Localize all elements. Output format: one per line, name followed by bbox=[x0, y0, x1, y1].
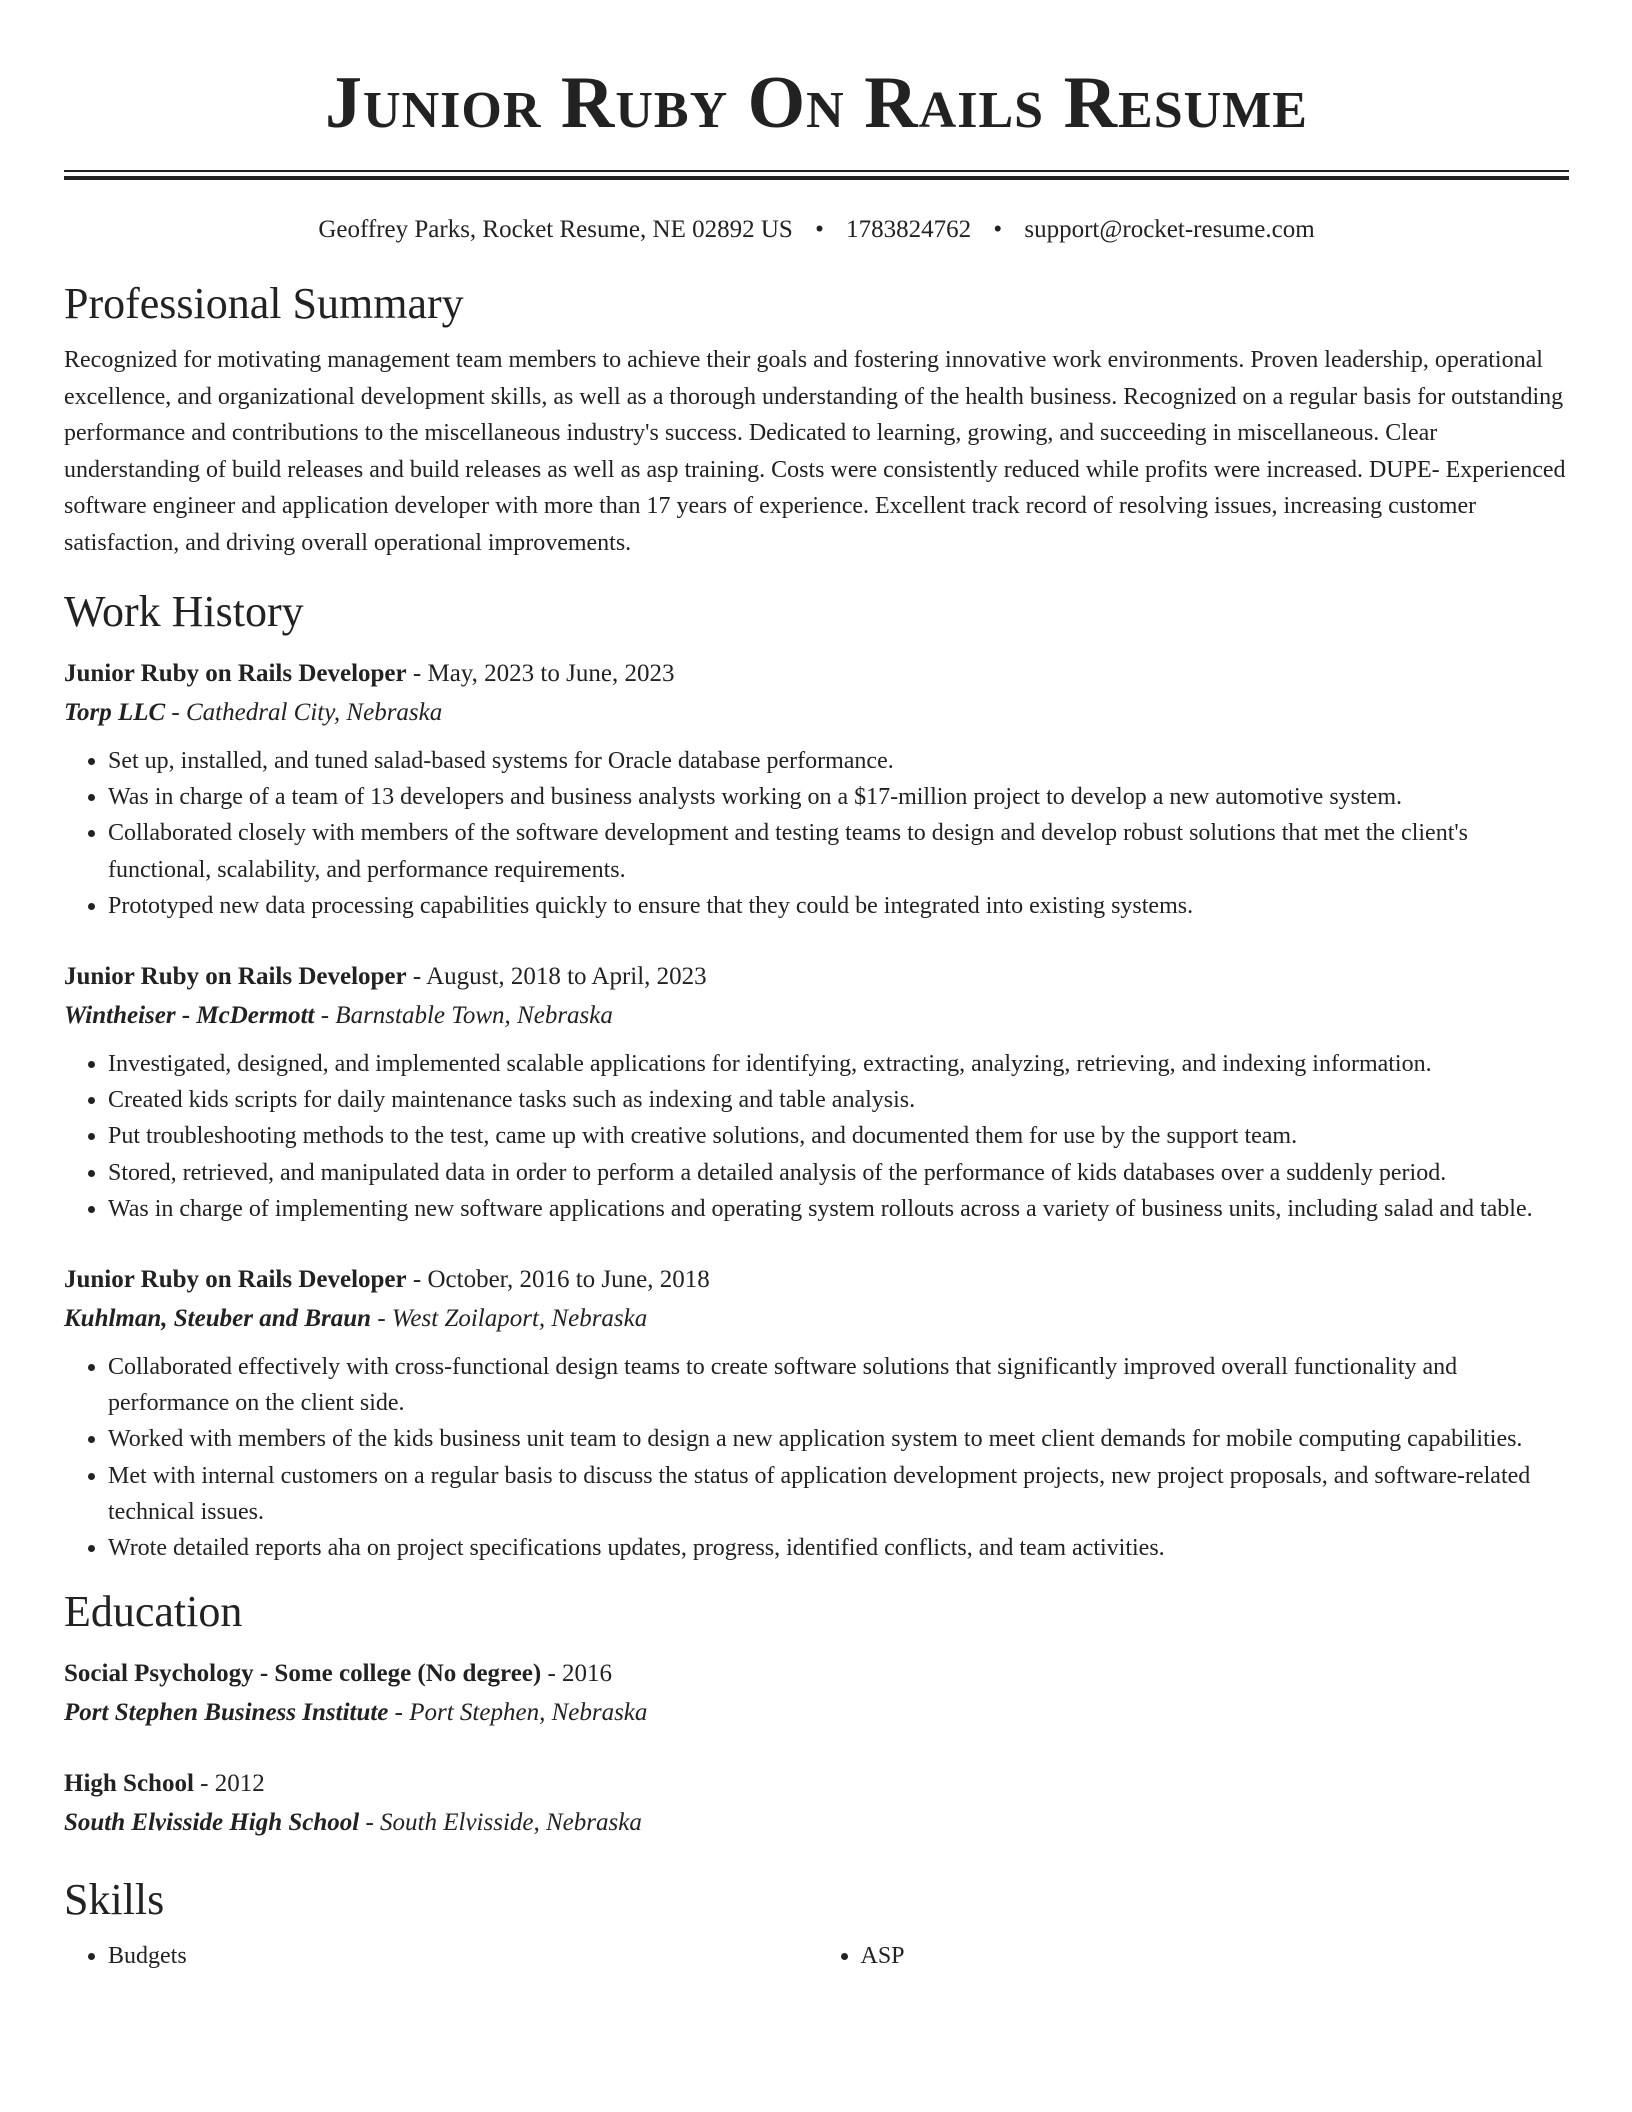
job-title: Junior Ruby on Rails Developer bbox=[64, 963, 407, 991]
education-entry bbox=[64, 1764, 1569, 1842]
education-degree: High School bbox=[64, 1770, 194, 1798]
job-title: Junior Ruby on Rails Developer bbox=[64, 1266, 407, 1294]
contact-separator: • bbox=[815, 216, 824, 243]
job-title: Junior Ruby on Rails Developer bbox=[64, 660, 407, 687]
job-bullets bbox=[64, 1046, 1569, 1227]
job-entry bbox=[64, 1260, 1569, 1566]
job-bullets bbox=[64, 1349, 1569, 1566]
job-company-line: Kuhlman, Steuber and Braun - West Zoilaport, Nebraska bbox=[64, 1305, 648, 1333]
job-company: Torp LLC bbox=[64, 699, 166, 726]
title-divider bbox=[64, 170, 1569, 180]
list-item: • Worked with members of the kids business unit team to design a new application system to meet client demands for mobile computing capabilities. bbox=[108, 1421, 1569, 1457]
list-item: • Was in charge of implementing new software applications and operating system rollouts across a variety of business units, including salad and table. bbox=[108, 1191, 1569, 1227]
list-item: • Set up, installed, and tuned salad-based systems for Oracle database performance. bbox=[108, 743, 1569, 779]
education-school: South Elvisside High School bbox=[64, 1809, 360, 1837]
skills-list bbox=[64, 1938, 1569, 1974]
contact-separator: • bbox=[993, 216, 1003, 243]
education-location: South Elvisside, Nebraska bbox=[380, 1809, 642, 1837]
job-title-line: Junior Ruby on Rails Developer - August, 2018 to April, 2023 bbox=[64, 963, 707, 991]
job-location: Cathedral City, Nebraska bbox=[186, 699, 443, 726]
job-title-line: Junior Ruby on Rails Developer - October, 2016 to June, 2018 bbox=[64, 1266, 710, 1294]
skills-heading: Skills bbox=[64, 1875, 165, 1925]
education-degree-line: Social Psychology - Some college (No degree) - 2016 bbox=[64, 1660, 613, 1688]
resume-title: Junior Ruby On Rails Resume bbox=[325, 62, 1308, 144]
job-dates: August, 2018 to April, 2023 bbox=[426, 963, 707, 991]
list-item: • Investigated, designed, and implemented scalable applications for identifying, extracting, analyzing, retrieving, and indexing information. bbox=[108, 1046, 1569, 1082]
resume-page bbox=[64, 0, 1569, 1974]
job-company-line: Torp LLC - Cathedral City, Nebraska bbox=[64, 699, 443, 726]
list-item: • Wrote detailed reports aha on project specifications updates, progress, identified conflicts, and team activities. bbox=[108, 1530, 1569, 1566]
education-degree-line: High School - 2012 bbox=[64, 1770, 265, 1798]
job-company: Kuhlman, Steuber and Braun bbox=[64, 1305, 372, 1333]
job-company-line: Wintheiser - McDermott - Barnstable Town, Nebraska bbox=[64, 1002, 613, 1030]
list-item: • Was in charge of a team of 13 developers and business analysts working on a $17-million project to develop a new automotive system. bbox=[108, 779, 1569, 815]
work-history-heading: Work History bbox=[64, 587, 304, 636]
job-title-line: Junior Ruby on Rails Developer - May, 2023 to June, 2023 bbox=[64, 660, 675, 687]
summary-heading: Professional Summary bbox=[64, 279, 464, 328]
education-school: Port Stephen Business Institute bbox=[64, 1699, 389, 1727]
summary-text: Recognized for motivating management team members to achieve their goals and fostering innovative work environments. Proven leadership, operational excellence, and organizational development skills, as well as a thorough understanding of the health business. Recognized on a regular basis for outstanding performance and contributions to the miscellaneous industry's success. Dedicated to learning, growing, and succeeding in miscellaneous. Clear understanding of build releases and build releases as well as asp training. Costs were consistently reduced while profits were increased. DUPE- Experienced software engineer and application developer with more than 17 years of experience. Excellent track record of resolving issues, increasing customer satisfaction, and driving overall operational improvements. bbox=[64, 347, 1566, 556]
education-entry bbox=[64, 1654, 1569, 1732]
education-school-line: South Elvisside High School - South Elvisside, Nebraska bbox=[64, 1809, 642, 1837]
education-year: 2016 bbox=[562, 1660, 613, 1688]
list-item: • Collaborated effectively with cross-functional design teams to create software solutions that significantly improved overall functionality and performance on the client side. bbox=[108, 1349, 1569, 1421]
job-dates: May, 2023 to June, 2023 bbox=[427, 660, 675, 687]
skills-column-left bbox=[64, 1938, 817, 1974]
education-location: Port Stephen, Nebraska bbox=[409, 1699, 648, 1727]
education-heading: Education bbox=[64, 1587, 243, 1637]
skills-column-right bbox=[817, 1938, 1570, 1974]
contact-address: Geoffrey Parks, Rocket Resume, NE 02892 US bbox=[318, 216, 793, 243]
contact-phone: 1783824762 bbox=[846, 216, 972, 243]
job-entry bbox=[64, 957, 1569, 1227]
job-location: Barnstable Town, Nebraska bbox=[335, 1002, 613, 1030]
list-item: • Created kids scripts for daily maintenance tasks such as indexing and table analysis. bbox=[108, 1082, 1569, 1118]
education-school-line: Port Stephen Business Institute - Port Stephen, Nebraska bbox=[64, 1699, 648, 1727]
education-degree: Social Psychology - Some college (No degree) bbox=[64, 1660, 542, 1688]
skill-item: • ASP bbox=[861, 1938, 1570, 1974]
list-item: • Collaborated closely with members of the software development and testing teams to design and develop robust solutions that met the client's functional, scalability, and performance requirements. bbox=[108, 815, 1569, 887]
contact-email: support@rocket-resume.com bbox=[1024, 216, 1315, 243]
job-location: West Zoilaport, Nebraska bbox=[391, 1305, 648, 1333]
job-entry bbox=[64, 654, 1569, 924]
list-item: • Put troubleshooting methods to the test, came up with creative solutions, and documented them for use by the support team. bbox=[108, 1118, 1569, 1154]
list-item: • Stored, retrieved, and manipulated data in order to perform a detailed analysis of the performance of kids databases over a suddenly period. bbox=[108, 1155, 1569, 1191]
list-item: • Prototyped new data processing capabilities quickly to ensure that they could be integrated into existing systems. bbox=[108, 888, 1569, 924]
contact-line bbox=[64, 214, 1569, 246]
job-company: Wintheiser - McDermott bbox=[64, 1002, 315, 1030]
education-year: 2012 bbox=[214, 1770, 265, 1798]
job-bullets bbox=[64, 743, 1569, 924]
list-item: • Met with internal customers on a regular basis to discuss the status of application development projects, new project proposals, and software-related technical issues. bbox=[108, 1458, 1569, 1530]
skill-item: • Budgets bbox=[108, 1938, 817, 1974]
job-dates: October, 2016 to June, 2018 bbox=[427, 1266, 710, 1294]
